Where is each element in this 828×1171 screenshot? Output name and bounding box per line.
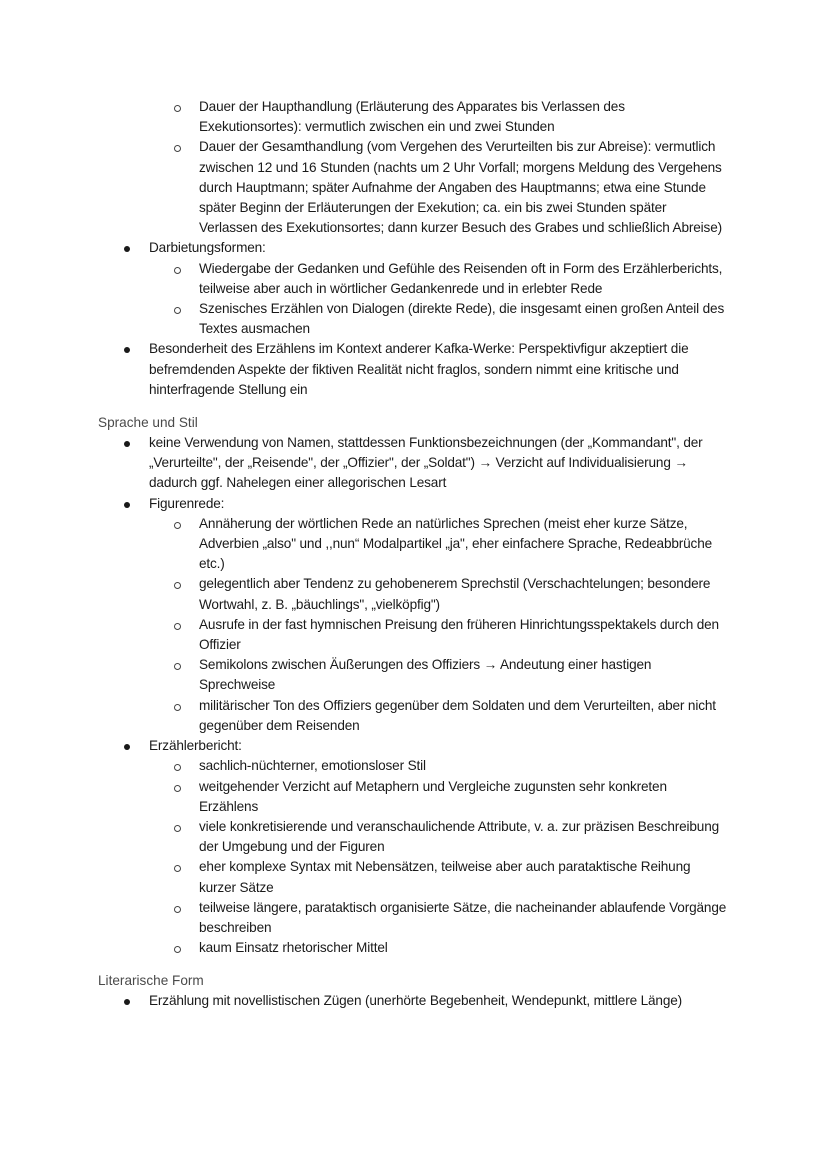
circle-bullet-icon: [174, 522, 181, 529]
document-page: [0, 97, 828, 1012]
list-item-text: Wiedergabe der Gedanken und Gefühle des Reisenden oft in Form des Erzählerberichts, teilweise aber auch in wörtlicher Gedankenrede und in erlebter Rede: [199, 260, 723, 296]
list-item: [0, 756, 828, 776]
list-item: [0, 736, 828, 756]
list-item-text: teilweise längere, parataktisch organisierte Sätze, die nacheinander ablaufende Vorgänge beschreiben: [199, 899, 727, 935]
list-item-text: Erzählerbericht:: [149, 738, 242, 754]
list-item-text: weitgehender Verzicht auf Metaphern und Vergleiche zugunsten sehr konkreten Erzählens: [199, 778, 667, 814]
list-item-text: gelegentlich aber Tendenz zu gehobenerem Sprechstil (Verschachtelungen; besondere Wortwahl, z. B. „bäuchlings", „vielköpfig"): [199, 576, 711, 612]
list-item-text: Semikolons zwischen Äußerungen des Offiziers → Andeutung einer hastigen Sprechweise: [199, 657, 652, 693]
bullet-icon: [124, 347, 130, 353]
bullet-icon: [124, 999, 130, 1005]
list-item: [0, 299, 828, 339]
circle-bullet-icon: [174, 267, 181, 274]
circle-bullet-icon: [174, 946, 181, 953]
list-item-text: viele konkretisierende und veranschaulichende Attribute, v. a. zur präzisen Beschreibung der Umgebung und der Figuren: [199, 818, 720, 855]
list-item: [0, 857, 828, 897]
list-item-text: kaum Einsatz rhetorischer Mittel: [199, 940, 388, 956]
list-item: [0, 494, 828, 514]
list-item: [0, 433, 828, 494]
circle-bullet-icon: [174, 906, 181, 913]
list-item-text: Darbietungsformen:: [149, 240, 266, 256]
list-item: [0, 817, 828, 857]
section-sprache-und-stil: [0, 433, 828, 958]
list-item-text: militärischer Ton des Offiziers gegenüber dem Soldaten und dem Verurteilten, aber nicht gegenüber dem Reisenden: [199, 697, 716, 733]
list-item-text: eher komplexe Syntax mit Nebensätzen, teilweise aber auch parataktische Reihung kurzer Sätze: [199, 859, 691, 895]
list-item-text: Besonderheit des Erzählens im Kontext anderer Kafka-Werke: Perspektivfigur akzeptiert die befremdenden Aspekte der fiktiven Realität nicht fraglos, sondern nimmt eine kritische und hinterfragende Stellung ein: [149, 341, 689, 397]
list-item-text: Annäherung der wörtlichen Rede an natürliches Sprechen (meist eher kurze Sätze, Adverbien „also" und ,,nun“ Modalpartikel „ja", eher einfachere Sprache, Redeabbrüche etc.): [199, 515, 713, 572]
circle-bullet-icon: [174, 145, 181, 152]
list-item: [0, 898, 828, 938]
circle-bullet-icon: [174, 785, 181, 792]
list-item: [0, 991, 828, 1011]
list-item-text: Dauer der Haupthandlung (Erläuterung des Apparates bis Verlassen des Exekutionsortes): vermutlich zwischen ein und zwei Stunden: [199, 99, 625, 135]
circle-bullet-icon: [174, 582, 181, 589]
circle-bullet-icon: [174, 663, 181, 670]
list-item: [0, 137, 828, 238]
list-item: [0, 574, 828, 614]
list-item: [0, 97, 828, 137]
list-item-text: sachlich-nüchterner, emotionsloser Stil: [199, 758, 426, 774]
circle-bullet-icon: [174, 623, 181, 630]
list-item: [0, 655, 828, 695]
circle-bullet-icon: [174, 825, 181, 832]
list-item: [0, 696, 828, 736]
list-item: [0, 615, 828, 655]
list-item-text: Figurenrede:: [149, 495, 225, 511]
circle-bullet-icon: [174, 704, 181, 711]
section-heading: Sprache und Stil: [98, 415, 198, 431]
list-item: [0, 938, 828, 958]
section-heading: Literarische Form: [98, 973, 204, 989]
circle-bullet-icon: [174, 865, 181, 872]
list-item: [0, 514, 828, 575]
list-item: [0, 339, 828, 400]
list-item: [0, 777, 828, 817]
list-item-text: Ausrufe in der fast hymnischen Preisung den früheren Hinrichtungsspektakels durch den Offizier: [199, 616, 719, 653]
list-item-text: Erzählung mit novellistischen Zügen (unerhörte Begebenheit, Wendepunkt, mittlere Länge): [149, 993, 683, 1009]
list-item-text: keine Verwendung von Namen, stattdessen Funktionsbezeichnungen (der „Kommandant", der „Verurteilte", der „Reisende", der „Offizier", der „Soldat") → Verzicht auf Individualisierung → dadurch ggf. Nahelegen einer allegorischen Lesart: [149, 435, 703, 491]
section-literarische-form: [0, 991, 828, 1011]
bullet-icon: [124, 246, 130, 252]
circle-bullet-icon: [174, 307, 181, 314]
bullet-icon: [124, 441, 130, 447]
circle-bullet-icon: [174, 764, 181, 771]
list-item: [0, 238, 828, 258]
bullet-icon: [124, 502, 130, 508]
list-item: [0, 259, 828, 299]
list-item-text: Szenisches Erzählen von Dialogen (direkte Rede), die insgesamt einen großen Anteil des Textes ausmachen: [199, 301, 725, 337]
circle-bullet-icon: [174, 105, 181, 112]
section-handlung: [0, 97, 828, 400]
list-item-text: Dauer der Gesamthandlung (vom Vergehen des Verurteilten bis zur Abreise): vermutlich zwischen 12 und 16 Stunden (nachts um 2 Uhr Vorfall; morgens Meldung des Vergehens durch Hauptmann; später Aufnahme der Angaben des Hauptmanns; etwa eine Stunde später Beginn der Erläuterungen der Exekution; ca. ein bis zwei Stunden später Verlassen des Exekutionsortes; dann kurzer Besuch des Grabes und schließlich Abreise): [199, 139, 722, 236]
bullet-icon: [124, 744, 130, 750]
